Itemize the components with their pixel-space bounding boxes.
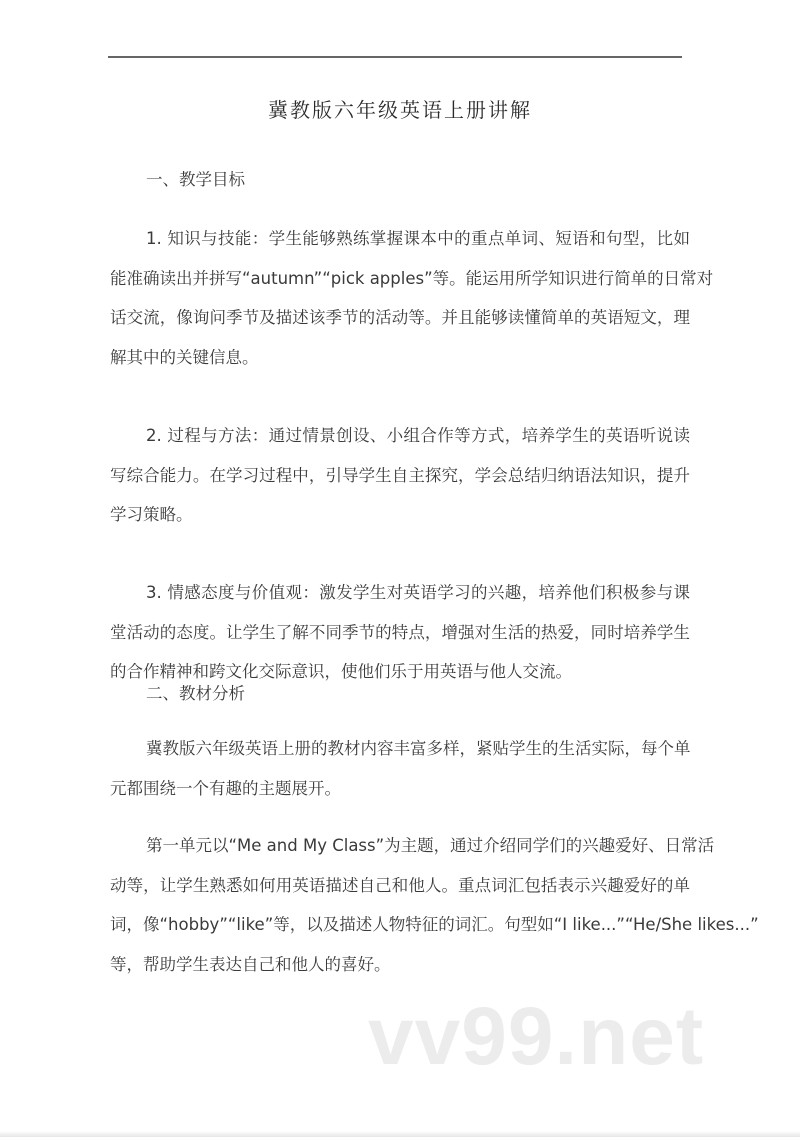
text-line: 话交流，像询问季节及描述该季节的活动等。并且能够读懂简单的英语短文，理 — [110, 308, 690, 327]
paragraph-material-overview — [110, 729, 690, 808]
header-rule — [108, 56, 682, 58]
page-bottom-edge — [0, 1131, 800, 1137]
text-line: 的合作精神和跨文化交际意识，使他们乐于用英语与他人交流。 — [110, 662, 572, 681]
text-line: 冀教版六年级英语上册的教材内容丰富多样，紧贴学生的生活实际，每个单 — [146, 739, 691, 758]
text-line: 写综合能力。在学习过程中，引导学生自主探究，学会总结归纳语法知识，提升 — [110, 465, 690, 485]
text-line: 动等，让学生熟悉如何用英语描述自己和他人。重点词汇包括表示兴趣爱好的单 — [110, 875, 690, 895]
watermark: vv99.net — [368, 991, 705, 1082]
text-line: 1. 知识与技能：学生能够熟练掌握课本中的重点单词、短语和句型，比如 — [146, 229, 690, 248]
section-heading-material-analysis: 二、教材分析 — [146, 684, 245, 703]
paragraph-process-methods — [110, 416, 690, 535]
text-line: 解其中的关键信息。 — [110, 347, 259, 367]
text-line: 第一单元以“Me and My Class”为主题，通过介绍同学们的兴趣爱好、日常活 — [146, 836, 715, 855]
paragraph-attitude-values — [110, 573, 690, 692]
document-title: 冀教版六年级英语上册讲解 — [268, 98, 532, 122]
text-line: 等，帮助学生表达自己和他人的喜好。 — [110, 954, 391, 974]
paragraph-unit-one — [110, 826, 759, 984]
text-line: 堂活动的态度。让学生了解不同季节的特点，增强对生活的热爱，同时培养学生 — [110, 622, 690, 642]
text-line: 学习策略。 — [110, 505, 193, 524]
section-heading-objectives: 一、教学目标 — [146, 170, 245, 189]
text-line: 3. 情感态度与价值观：激发学生对英语学习的兴趣，培养他们积极参与课 — [146, 583, 690, 602]
text-line: 2. 过程与方法：通过情景创设、小组合作等方式，培养学生的英语听说读 — [146, 426, 690, 445]
text-line: 词，像“hobby”“like”等，以及描述人物特征的词汇。句型如“I like...”“He/She likes...” — [110, 915, 759, 934]
text-line: 元都围绕一个有趣的主题展开。 — [110, 778, 341, 798]
text-line: 能准确读出并拼写“autumn”“pick apples”等。能运用所学知识进行简单的日常对 — [110, 268, 714, 288]
paragraph-knowledge-skills — [110, 219, 714, 377]
